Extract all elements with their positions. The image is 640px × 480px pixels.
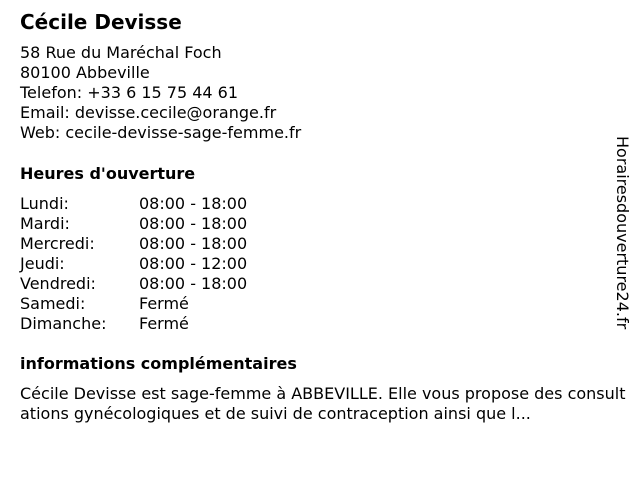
opening-hours-list [20, 194, 300, 334]
hours-row-tuesday [20, 214, 300, 234]
business-name: Cécile Devisse [20, 10, 182, 34]
hours-time-value: 08:00 - 18:00 [139, 274, 248, 293]
opening-hours-heading: Heures d'ouverture [20, 164, 196, 183]
hours-row-thursday [20, 254, 300, 274]
phone-number: Telefon: +33 6 15 75 44 61 [20, 83, 239, 102]
hours-day-label: Mardi: [20, 214, 70, 233]
hours-day-label: Lundi: [20, 194, 69, 213]
additional-info-text: Cécile Devisse est sage-femme à ABBEVILLE. Elle vous propose des consultations gynécologiques et de suivi de contraception ainsi que l... [20, 384, 626, 423]
city-address: 80100 Abbeville [20, 63, 150, 82]
hours-row-monday [20, 194, 300, 214]
contact-block [20, 43, 301, 143]
hours-time-value: 08:00 - 18:00 [139, 214, 248, 233]
street-address: 58 Rue du Maréchal Foch [20, 43, 222, 62]
website: Web: cecile-devisse-sage-femme.fr [20, 123, 302, 142]
site-watermark: Horairesdouverture24.fr [613, 136, 632, 330]
hours-time-value: Fermé [139, 294, 189, 313]
hours-day-label: Samedi: [20, 294, 86, 313]
email-address: Email: devisse.cecile@orange.fr [20, 103, 277, 122]
hours-row-sunday [20, 314, 300, 334]
hours-time-value: 08:00 - 12:00 [139, 254, 248, 273]
hours-day-label: Dimanche: [20, 314, 107, 333]
hours-day-label: Mercredi: [20, 234, 95, 253]
hours-row-wednesday [20, 234, 300, 254]
hours-day-label: Jeudi: [20, 254, 65, 273]
hours-time-value: 08:00 - 18:00 [139, 194, 248, 213]
additional-info-heading: informations complémentaires [20, 354, 297, 373]
hours-time-value: Fermé [139, 314, 189, 333]
hours-time-value: 08:00 - 18:00 [139, 234, 248, 253]
hours-day-label: Vendredi: [20, 274, 96, 293]
hours-row-saturday [20, 294, 300, 314]
hours-row-friday [20, 274, 300, 294]
